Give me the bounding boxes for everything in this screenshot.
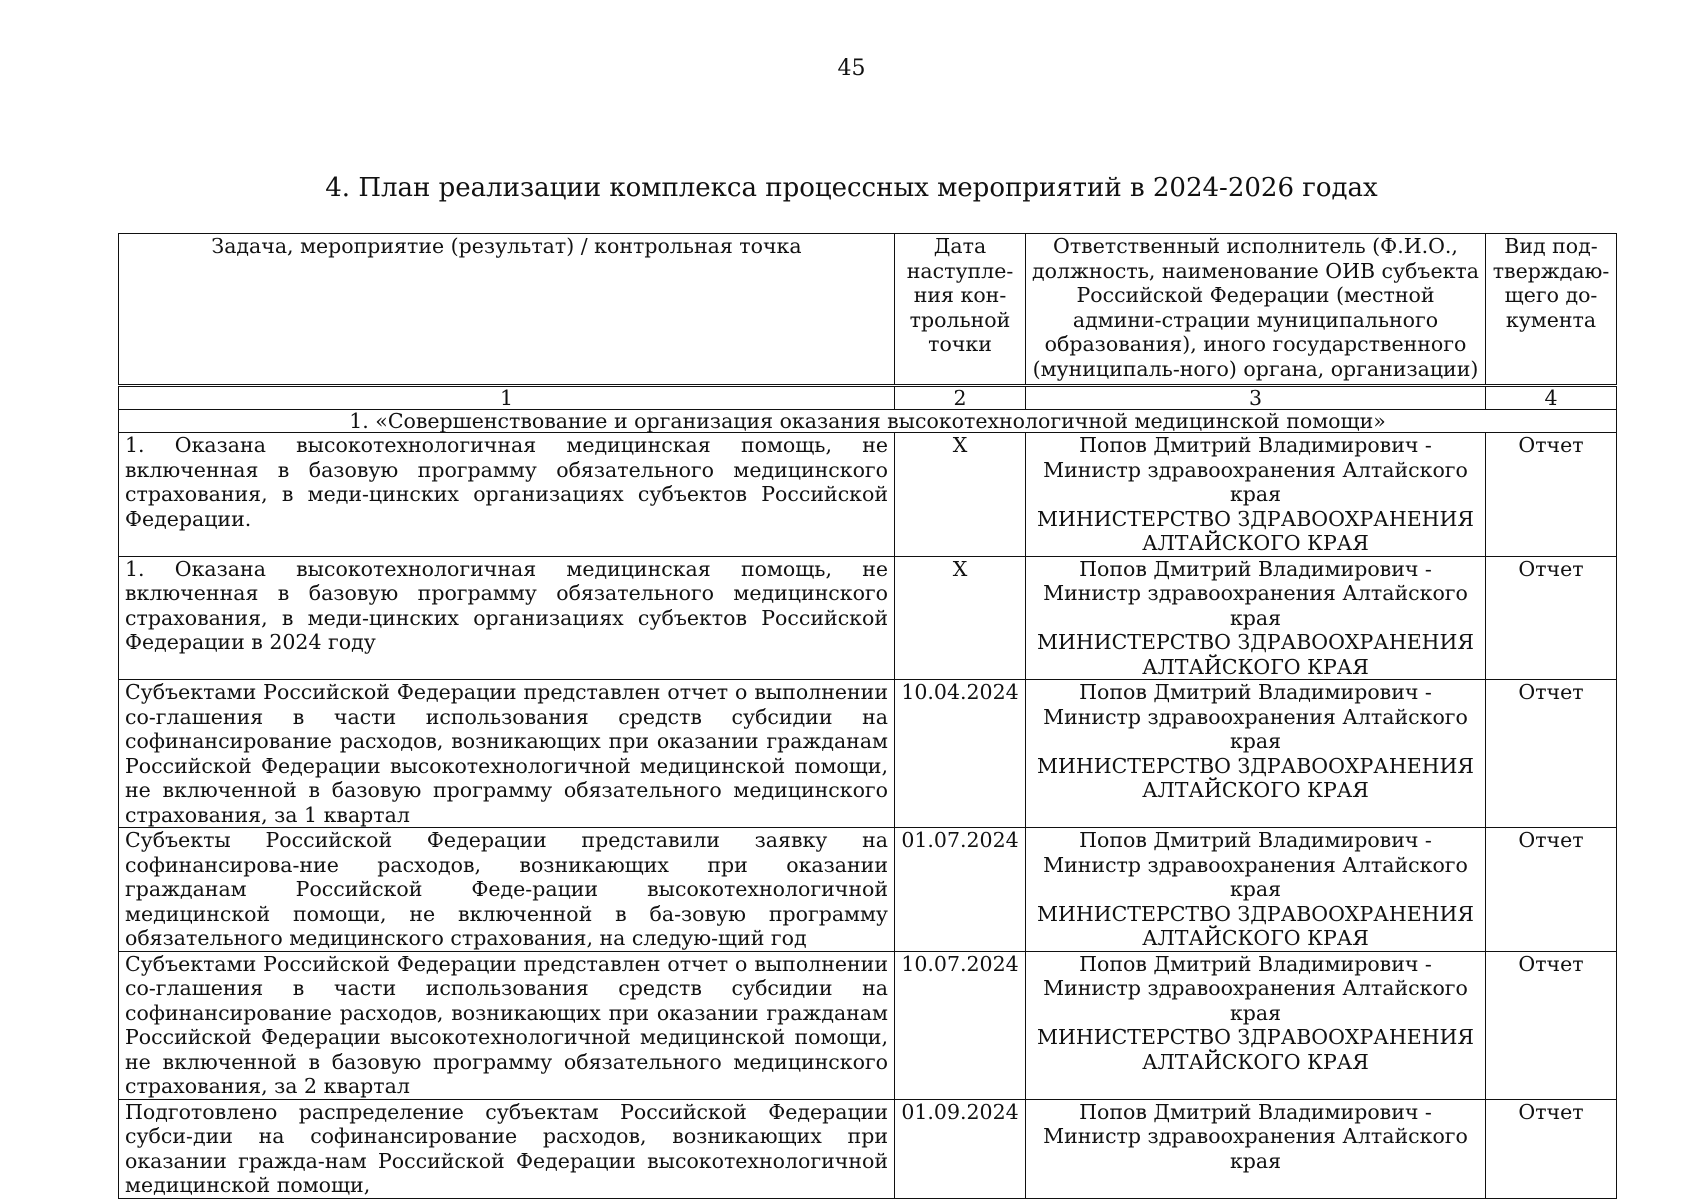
column-number: 2 [895, 386, 1026, 410]
document-cell: Отчет [1486, 556, 1617, 680]
date-cell: 10.07.2024 [895, 951, 1026, 1099]
responsible-organization: МИНИСТЕРСТВО ЗДРАВООХРАНЕНИЯ АЛТАЙСКОГО КРАЯ [1037, 753, 1474, 802]
header-document: Вид под-тверждаю-щего до-кумента [1486, 234, 1617, 386]
table-row [119, 433, 1617, 557]
header-responsible: Ответственный исполнитель (Ф.И.О., должность, наименование ОИВ субъекта Российской Федерации (местной админи-страции муниципального образования), иного государственного (муниципаль-ного) органа, организации) [1026, 234, 1486, 386]
responsible-person: Попов Дмитрий Владимирович - Министр здравоохранения Алтайского края [1043, 680, 1468, 753]
page-number: 45 [837, 56, 866, 81]
responsible-cell [1026, 680, 1486, 828]
column-number: 4 [1486, 386, 1617, 410]
date-cell: X [895, 433, 1026, 557]
task-cell: 1. Оказана высокотехнологичная медицинская помощь, не включенная в базовую программу обязательного медицинского страхования, в меди-цинских организациях субъектов Российской Федерации в 2024 году [119, 556, 895, 680]
group-title: 1. «Совершенствование и организация оказания высокотехнологичной медицинской помощи» [119, 410, 1617, 433]
task-cell: 1. Оказана высокотехнологичная медицинская помощь, не включенная в базовую программу обязательного медицинского страхования, в меди-цинских организациях субъектов Российской Федерации. [119, 433, 895, 557]
document-cell: Отчет [1486, 1099, 1617, 1198]
document-cell: Отчет [1486, 433, 1617, 557]
column-number: 1 [119, 386, 895, 410]
document-cell: Отчет [1486, 828, 1617, 952]
date-cell: X [895, 556, 1026, 680]
responsible-person: Попов Дмитрий Владимирович - Министр здравоохранения Алтайского края [1043, 951, 1468, 1025]
responsible-organization: МИНИСТЕРСТВО ЗДРАВООХРАНЕНИЯ АЛТАЙСКОГО КРАЯ [1037, 901, 1474, 950]
column-number-row [119, 386, 1617, 410]
header-date: Дата наступле-ния кон-трольной точки [895, 234, 1026, 386]
responsible-cell [1026, 556, 1486, 680]
responsible-person: Попов Дмитрий Владимирович - Министр здравоохранения Алтайского края [1043, 1099, 1468, 1173]
column-number: 3 [1026, 386, 1486, 410]
responsible-organization: МИНИСТЕРСТВО ЗДРАВООХРАНЕНИЯ АЛТАЙСКОГО КРАЯ [1037, 1025, 1474, 1074]
responsible-person: Попов Дмитрий Владимирович - Министр здравоохранения Алтайского края [1043, 433, 1468, 506]
responsible-cell [1026, 828, 1486, 952]
task-cell: Субъекты Российской Федерации представили заявку на софинансирова-ние расходов, возникающих при оказании гражданам Российской Феде-рации высокотехнологичной медицинской помощи, не включенной в ба-зовую программу обязательного медицинского страхования, на следую-щий год [119, 828, 895, 952]
task-cell: Субъектами Российской Федерации представлен отчет о выполнении со-глашения в части использования средств субсидии на софинансирование расходов, возникающих при оказании гражданам Российской Федерации высокотехнологичной медицинской помощи, не включенной в базовую программу обязательного медицинского страхования, за 1 квартал [119, 680, 895, 828]
responsible-cell [1026, 951, 1486, 1099]
table-row [119, 828, 1617, 952]
task-cell: Субъектами Российской Федерации представлен отчет о выполнении со-глашения в части использования средств субсидии на софинансирование расходов, возникающих при оказании гражданам Российской Федерации высокотехнологичной медицинской помощи, не включенной в базовую программу обязательного медицинского страхования, за 2 квартал [119, 951, 895, 1099]
section-title: 4. План реализации комплекса процессных мероприятий в 2024-2026 годах [325, 173, 1378, 203]
header-task: Задача, мероприятие (результат) / контрольная точка [119, 234, 895, 386]
date-cell: 10.04.2024 [895, 680, 1026, 828]
plan-table [118, 233, 1617, 1199]
task-cell: Подготовлено распределение субъектам Российской Федерации субси-дии на софинансирование расходов, возникающих при оказании гражда-нам Российской Федерации высокотехнологичной медицинской помощи, [119, 1099, 895, 1198]
table-header-row [119, 234, 1617, 386]
date-cell: 01.07.2024 [895, 828, 1026, 952]
group-row [119, 410, 1617, 433]
responsible-cell [1026, 1099, 1486, 1198]
responsible-person: Попов Дмитрий Владимирович - Министр здравоохранения Алтайского края [1043, 828, 1468, 901]
table-row [119, 1099, 1617, 1198]
responsible-cell [1026, 433, 1486, 557]
date-cell: 01.09.2024 [895, 1099, 1026, 1198]
document-cell: Отчет [1486, 951, 1617, 1099]
responsible-person: Попов Дмитрий Владимирович - Министр здравоохранения Алтайского края [1043, 556, 1468, 630]
table-row [119, 556, 1617, 680]
responsible-organization: МИНИСТЕРСТВО ЗДРАВООХРАНЕНИЯ АЛТАЙСКОГО КРАЯ [1037, 506, 1474, 555]
table-row [119, 951, 1617, 1099]
document-cell: Отчет [1486, 680, 1617, 828]
table-row [119, 680, 1617, 828]
responsible-organization: МИНИСТЕРСТВО ЗДРАВООХРАНЕНИЯ АЛТАЙСКОГО КРАЯ [1037, 630, 1474, 679]
